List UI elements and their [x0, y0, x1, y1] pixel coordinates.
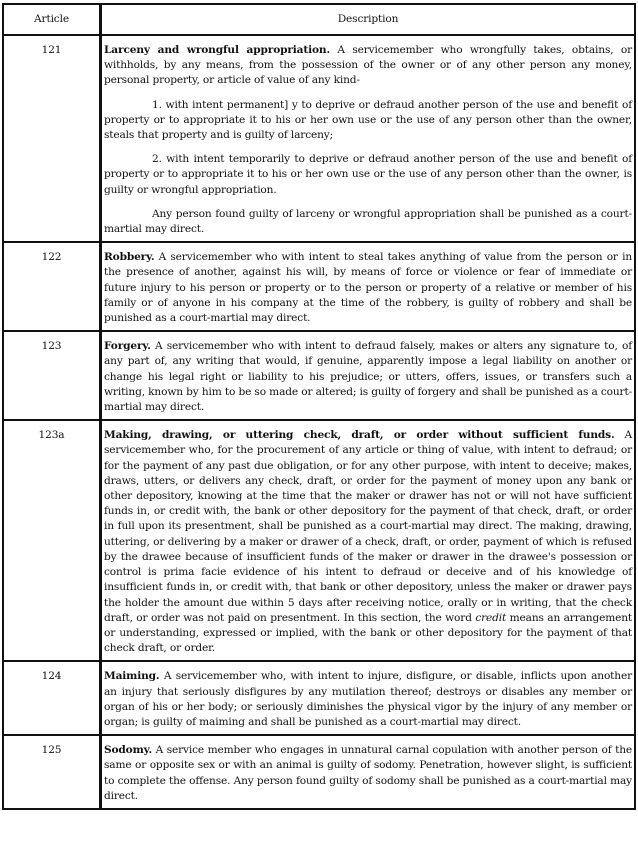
- article-title: Larceny and wrongful appropriation.: [104, 44, 331, 56]
- table-row-122: [3, 242, 635, 331]
- description-text: A servicemember who wrongfully takes, obtains, or withholds, by any means, from the possession of the owner or of any other person any money, personal property, or article of value of any kind-: [104, 44, 633, 87]
- description-text: A servicemember who with intent to defraud falsely, makes or alters any signature to, of any part of, any writing that would, if genuine, apparently impose a legal liability on another or change his legal right or liability to his prejudice; or utters, offers, issues, or transfers such a writing, known by him to be so made or altered; is guilty of forgery and shall be punished as a court-martial may direct.: [104, 340, 632, 414]
- articles-table: [2, 3, 636, 810]
- header-row: [3, 4, 635, 35]
- article-number: 121: [3, 35, 101, 242]
- description-body: [104, 339, 632, 415]
- table-row-123: [3, 331, 635, 420]
- article-title: Maiming.: [104, 670, 160, 683]
- description-paragraph: Any person found guilty of larceny or wrongful appropriation shall be punished as a court-martial may direct.: [104, 207, 632, 236]
- description-paragraph: 1. with intent permanent] y to deprive or defraud another person of the use and benefit of property or to appropriate it to his or her own use or the use of any person other than the owner, steals that property and is guilty of larceny;: [104, 98, 632, 142]
- description-text-after: means an arrangement or understanding, expressed or implied, with the bank or other depository for the payment of that check draft, or order.: [104, 611, 632, 655]
- article-title: Forgery.: [104, 340, 151, 353]
- description-column-header: Description: [101, 4, 636, 35]
- article-number: 123: [3, 331, 101, 420]
- italic-term: credit: [475, 611, 507, 624]
- description-text: A service member who engages in unnatural carnal copulation with another person of the same or opposite sex or with an animal is guilty of sodomy. Penetration, however slight, is sufficient to complete the offense. Any person found guilty of sodomy shall be punished as a court-martial may direct.: [104, 744, 632, 802]
- article-number: 125: [3, 735, 101, 809]
- description-text: A servicemember who, with intent to injure, disfigure, or disable, inflicts upon another an injury that seriously disfigures by any mutilation thereof; destroys or disables any member or organ of his or her body; or seriously diminishes the physical vigor by the injury of any member or organ; is guilty of maiming and shall be punished as a court-martial may direct.: [104, 670, 632, 728]
- description-body: [104, 428, 632, 656]
- description-paragraph: 2. with intent temporarily to deprive or defraud another person of the use and benefit of property or to appropriate it to his or her own use or the use of any person other than the owner, is guilty or wrongful appropriation.: [104, 153, 632, 196]
- table-row-125: [3, 735, 635, 809]
- article-description: [101, 661, 636, 735]
- table-row-121: [3, 35, 635, 242]
- description-text: A servicemember who with intent to steal takes anything of value from the person or in the presence of another, against his will, by means of force or violence or fear of immediate or future injury to his person or property or to the person or property of a relative or member of his family or of anyone in his company at the time of the robbery, is guilty of robbery and shall be punished as a court-martial may direct.: [104, 251, 632, 325]
- table-row-124: [3, 661, 635, 735]
- article-title: Making, drawing, or uttering check, draft, or order without sufficient funds.: [104, 429, 615, 442]
- article-number: 124: [3, 661, 101, 735]
- description-body: [104, 250, 632, 326]
- article-number: 122: [3, 242, 101, 331]
- article-description: [101, 735, 636, 809]
- description-intro: [104, 43, 632, 89]
- article-description: [101, 242, 636, 331]
- description-body: [104, 669, 632, 730]
- description-body: [104, 743, 632, 804]
- article-description: [101, 35, 636, 242]
- article-number: 123a: [3, 420, 101, 661]
- article-column-header: Article: [3, 4, 101, 35]
- description-text: A servicemember who, for the procurement of any article or thing of value, with intent to defraud; or for the payment of any past due obligation, or for any other purpose, with intent to deceive; makes, draws, utters, or delivers any check, draft, or order for the payment of money upon any bank or other depository, knowing at the time that the maker or drawer has not or will not have sufficient funds in, or credit with, the bank or other depository for the payment of that check, draft, or order in full upon its presentment, shall be punished as a court-martial may direct. The making, drawing, uttering, or delivering by a maker or drawer of a check, draft, or order, payment of which is refused by the drawee because of insufficient funds of the maker or drawer in the drawee's possession or control is prima facie evidence of his intent to defraud or deceive and of his knowledge of insufficient funds in, or credit with, that bank or other depository, unless the maker or drawer pays the holder the amount due within 5 days after receiving notice, orally or in writing, that the check draft, or order was not paid on presentment. In this section, the word: [104, 429, 632, 624]
- article-title: Sodomy.: [104, 744, 152, 757]
- article-description: [101, 420, 636, 661]
- article-description: [101, 331, 636, 420]
- table-row-123a: [3, 420, 635, 661]
- article-title: Robbery.: [104, 251, 155, 264]
